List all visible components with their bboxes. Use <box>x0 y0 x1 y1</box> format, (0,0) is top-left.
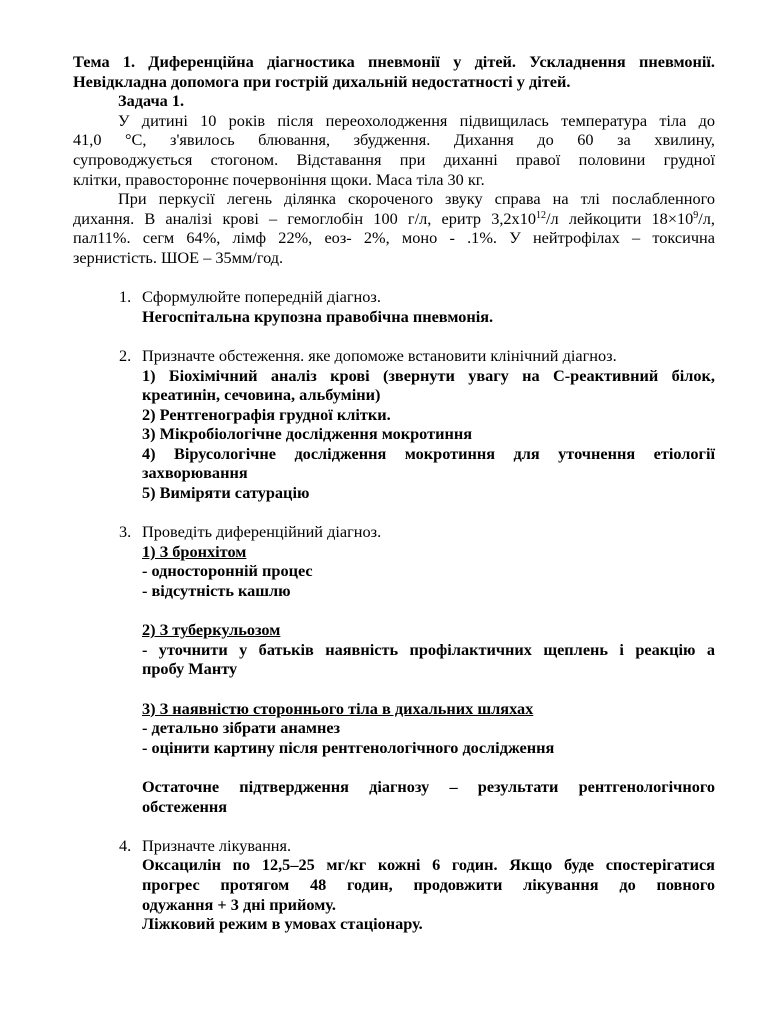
question-number: 1. <box>119 287 132 307</box>
answer-3 <box>73 542 715 816</box>
diff-item: - уточнити у батьків наявність профілактичних щеплень і реакцію а <box>142 639 715 659</box>
diff-group-3 <box>142 699 715 719</box>
diff-item: - односторонній процес <box>142 561 313 581</box>
answer-line: Негоспітальна крупозна правобічна пневмонія. <box>142 306 494 326</box>
question-text: Призначте лікування. <box>142 835 292 855</box>
blood-test-text-b: /л лейкоцити 18×10 <box>545 208 694 228</box>
task-paragraph-2-line-4: зернистість. ШОЕ – 35мм/год. <box>73 247 284 267</box>
topic-title-line-2: Невідкладна допомога при гострій дихальній недостатності у дітей. <box>73 71 571 91</box>
diff-item: - оцінити картину після рентгенологічного дослідження <box>142 737 555 757</box>
answer-line: 4) Вірусологічне дослідження мокротиння для уточнення етіології <box>142 443 715 463</box>
topic-title-line-1: Тема 1. Диференційна діагностика пневмонії у дітей. Ускладнення пневмонії. <box>73 52 715 71</box>
answer-4 <box>73 855 715 933</box>
diff-conclusion: Остаточне підтвердження діагнозу – результати рентгенологічного <box>142 776 715 796</box>
task-heading: Задача 1. <box>118 91 185 111</box>
question-4 <box>73 836 715 856</box>
question-number: 4. <box>119 835 132 855</box>
question-number: 3. <box>119 522 132 542</box>
diff-group-2 <box>142 620 715 640</box>
answer-line: одужання + 3 дні прийому. <box>142 894 336 914</box>
task-paragraph-1-line-1: У дитині 10 років після переохолодження підвищилась температура тіла до <box>118 110 715 130</box>
diff-group-title: 2) З туберкульозом <box>142 620 281 640</box>
answer-line: захворювання <box>142 463 248 483</box>
blood-test-text-a: дихання. В аналізі крові – гемоглобін 100 г/л, еритр 3,2х10 <box>73 208 536 228</box>
blood-test-text-c: /л, <box>698 208 715 228</box>
question-number: 2. <box>119 345 132 365</box>
task-paragraph-2-line-2 <box>73 209 715 229</box>
leukocyte-exponent: 9 <box>693 209 699 221</box>
question-text: Проведіть диференційний діагноз. <box>142 522 382 542</box>
diff-item: пробу Манту <box>142 659 238 679</box>
answer-line: прогрес протягом 48 годин, продовжити лікування до повного <box>142 874 715 894</box>
task-paragraph-2-line-1: При перкусії легень ділянка скороченого звуку справа на тлі послабленного <box>118 189 715 209</box>
answer-line: Оксацилін по 12,5–25 мг/кг кожні 6 годин. Якщо буде спостерігатися <box>142 855 715 875</box>
question-2 <box>73 346 715 366</box>
diff-item: - детально зібрати анамнез <box>142 718 341 738</box>
answer-line: 5) Виміряти сатурацію <box>142 483 310 503</box>
task-paragraph-1-line-3: супроводжується стогоном. Відставання при диханні правої половини грудної <box>73 149 715 169</box>
answer-line: 1) Біохімічний аналіз крові (звернути увагу на С-реактивний білок, <box>142 365 715 385</box>
task-paragraph-1-line-2: 41,0 °С, з'явилось блювання, збудження. Дихання до 60 за хвилину, <box>73 130 715 150</box>
diff-item: - відсутність кашлю <box>142 581 291 601</box>
erythrocyte-exponent: 12 <box>535 209 546 221</box>
diff-group-title: 3) З наявністю стороннього тіла в дихальних шляхах <box>142 698 534 718</box>
diff-group-1 <box>142 542 715 562</box>
diff-group-title: 1) З бронхітом <box>142 541 247 561</box>
question-text: Сформулюйте попередній діагноз. <box>142 287 381 307</box>
answer-line: 3) Мікробіологічне дослідження мокротиння <box>142 424 473 444</box>
diff-conclusion: обстеження <box>142 796 228 816</box>
question-3 <box>73 522 715 542</box>
question-text: Призначте обстеження. яке допоможе встановити клінічний діагноз. <box>142 345 617 365</box>
task-paragraph-2-line-3: пал11%. сегм 64%, лімф 22%, еоз- 2%, моно - .1%. У нейтрофілах – токсична <box>73 228 715 248</box>
task-paragraph-1-line-4: клітки, правостороннє почервоніння щоки. Маса тіла 30 кг. <box>73 169 485 189</box>
document-page <box>73 52 715 934</box>
answer-2 <box>73 366 715 503</box>
answer-line: креатинін, сечовина, альбуміни) <box>142 385 381 405</box>
answer-line: Ліжковий режим в умовах стаціонару. <box>142 914 423 934</box>
question-1 <box>73 287 715 307</box>
answer-line: 2) Рентгенографія грудної клітки. <box>142 404 391 424</box>
answer-1 <box>73 307 715 327</box>
